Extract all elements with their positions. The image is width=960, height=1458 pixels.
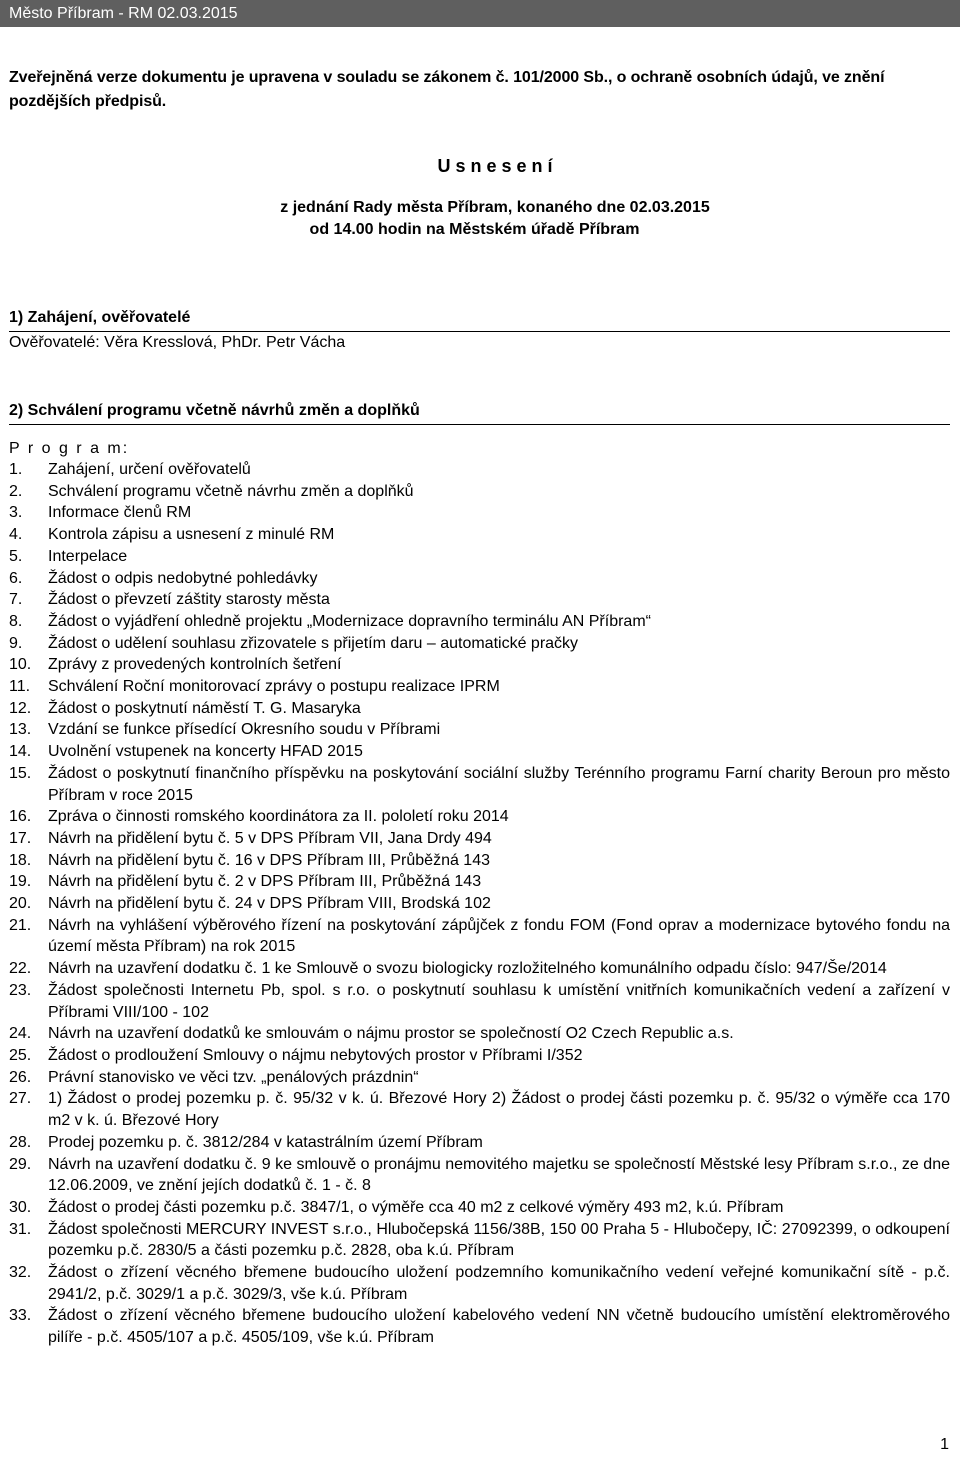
list-item (9, 459, 950, 481)
list-item (9, 481, 950, 503)
item-number: 28. (9, 1133, 32, 1151)
item-text: Návrh na vyhlášení výběrového řízení na poskytování zápůjček z fondu FOM (Fond oprav a modernizace bytového fondu na území města Příbram) na rok 2015 (48, 916, 950, 956)
item-text: Žádost o zřízení věcného břemene budoucího uložení podzemního komunikačního vedení veřejné komunikační sítě - p.č. 2941/2, p.č. 3029/1 a p.č. 3029/3, vše k.ú. Příbram (48, 1264, 950, 1303)
list-item (9, 1154, 950, 1197)
list-item (9, 980, 950, 1023)
item-number: 2. (9, 482, 23, 500)
list-item (9, 763, 950, 806)
item-text: Žádost o převzetí záštity starosty města (48, 591, 330, 609)
list-item (9, 546, 950, 568)
list-item (9, 502, 950, 524)
privacy-notice: Zveřejněná verze dokumentu je upravena v souladu se zákonem č. 101/2000 Sb., o ochraně osobních údajů, ve znění pozdějších předpisů. (9, 69, 885, 110)
list-item (9, 828, 950, 850)
item-number: 9. (9, 634, 23, 652)
item-number: 17. (9, 829, 32, 847)
item-text: Návrh na přidělení bytu č. 24 v DPS Příbram VIII, Brodská 102 (48, 895, 491, 913)
list-item (9, 1262, 950, 1305)
item-text: Interpelace (48, 547, 128, 565)
list-item (9, 1305, 950, 1348)
list-item (9, 1023, 950, 1045)
item-text: Žádost o udělení souhlasu zřizovatele s přijetím daru – automatické pračky (48, 634, 579, 652)
meeting-subtitle-line2: od 14.00 hodin na Městském úřadě Příbram (309, 221, 640, 238)
item-text: Zprávy z provedených kontrolních šetření (48, 656, 342, 674)
item-text: Návrh na přidělení bytu č. 2 v DPS Příbram III, Průběžná 143 (48, 873, 482, 891)
item-text: Vzdání se funkce přísedící Okresního soudu v Příbrami (48, 721, 441, 739)
list-item (9, 589, 950, 611)
item-text: Prodej pozemku p. č. 3812/284 v katastrálním území Příbram (48, 1133, 483, 1151)
item-number: 31. (9, 1220, 32, 1238)
list-item (9, 1045, 950, 1067)
item-number: 16. (9, 808, 32, 826)
list-item (9, 568, 950, 590)
list-item (9, 1067, 950, 1089)
item-number: 33. (9, 1307, 32, 1325)
item-number: 1. (9, 461, 23, 478)
item-number: 30. (9, 1198, 32, 1216)
item-number: 19. (9, 873, 32, 891)
item-number: 6. (9, 569, 23, 587)
section-2 (9, 400, 950, 425)
item-text: Schválení Roční monitorovací zprávy o postupu realizace IPRM (48, 678, 500, 696)
page-number: 1 (940, 1436, 949, 1453)
item-number: 10. (9, 656, 32, 674)
item-text: Návrh na uzavření dodatku č. 9 ke smlouvě o pronájmu nemovitého majetku se společností Městské lesy Příbram s.r.o., ze dne 12.06.2009, ve znění jejích dodatků č. 1 - č. 8 (48, 1155, 950, 1195)
list-item (9, 915, 950, 958)
page-title: U s n e s e n í (437, 156, 553, 176)
list-item (9, 958, 950, 980)
list-item (9, 741, 950, 763)
item-text: Žádost o prodej části pozemku p.č. 3847/1, o výměře cca 40 m2 z celkové výměry 493 m2, k.ú. Příbram (48, 1198, 784, 1216)
item-text: Návrh na přidělení bytu č. 16 v DPS Příbram III, Průběžná 143 (48, 851, 490, 869)
item-text: Zpráva o činnosti romského koordinátora za II. pololetí roku 2014 (48, 808, 509, 826)
item-text: Žádost o vyjádření ohledně projektu „Modernizace dopravního terminálu AN Příbram“ (48, 612, 651, 630)
section-2-heading: 2) Schválení programu včetně návrhů změn a doplňků (9, 402, 420, 419)
list-item (9, 893, 950, 915)
program-label: P r o g r a m: (9, 440, 130, 457)
item-text: 1) Žádost o prodej pozemku p. č. 95/32 v k. ú. Březové Hory 2) Žádost o prodej části pozemku p. č. 95/32 o výměře cca 170 m2 v k. ú. Březové Hory (48, 1090, 950, 1130)
item-number: 5. (9, 547, 23, 565)
item-text: Žádost o zřízení věcného břemene budoucího uložení kabelového vedení NN včetně budoucího umístění elektroměrového pilíře - p.č. 4505/107 a p.č. 4505/109, vše k.ú. Příbram (48, 1307, 950, 1347)
item-number: 8. (9, 612, 23, 630)
item-text: Informace členů RM (48, 504, 192, 522)
item-text: Žádost společnosti Internetu Pb, spol. s r.o. o poskytnutí souhlasu k umístění vnitřních komunikačních vedení a zařízení v Příbrami VIII/100 - 102 (48, 981, 950, 1021)
item-text: Uvolnění vstupenek na koncerty HFAD 2015 (48, 743, 363, 761)
section-2-divider (9, 424, 950, 425)
item-text: Žádost společnosti MERCURY INVEST s.r.o., Hlubočepská 1156/38B, 150 00 Praha 5 - Hlubočepy, IČ: 27092399, o odkoupení pozemku p.č. 2830/5 a části pozemku p.č. 2828, oba k.ú. Příbram (48, 1220, 950, 1260)
item-text: Návrh na uzavření dodatků ke smlouvám o nájmu prostor se společností O2 Czech Republic a.s. (48, 1025, 734, 1043)
section-1 (9, 307, 950, 354)
item-number: 12. (9, 699, 32, 717)
list-item (9, 524, 950, 546)
list-item (9, 1088, 950, 1131)
list-item (9, 1197, 950, 1219)
program-list (9, 459, 950, 1349)
item-number: 29. (9, 1155, 32, 1173)
section-1-heading: 1) Zahájení, ověřovatelé (9, 309, 191, 326)
item-text: Kontrola zápisu a usnesení z minulé RM (48, 526, 335, 544)
item-number: 25. (9, 1046, 32, 1064)
list-item (9, 719, 950, 741)
item-number: 32. (9, 1264, 32, 1282)
item-number: 20. (9, 895, 32, 913)
item-text: Zahájení, určení ověřovatelů (48, 461, 251, 478)
document-header-title: Město Příbram - RM 02.03.2015 (9, 5, 238, 22)
item-number: 26. (9, 1068, 32, 1086)
item-text: Žádost o poskytnutí finančního příspěvku na poskytování sociální služby Terénního programu Farní charity Beroun pro město Příbram v roce 2015 (48, 764, 950, 804)
list-item (9, 1219, 950, 1262)
item-number: 22. (9, 960, 32, 978)
item-text: Žádost o poskytnutí náměstí T. G. Masaryka (48, 699, 361, 717)
item-number: 4. (9, 526, 23, 544)
list-item (9, 850, 950, 872)
list-item (9, 654, 950, 676)
item-number: 23. (9, 981, 32, 999)
item-text: Právní stanovisko ve věci tzv. „penálových prázdnin“ (48, 1068, 419, 1086)
list-item (9, 611, 950, 633)
list-item (9, 871, 950, 893)
item-number: 15. (9, 764, 32, 782)
item-number: 11. (9, 678, 31, 696)
item-number: 21. (9, 916, 32, 934)
item-text: Schválení programu včetně návrhu změn a doplňků (48, 482, 414, 500)
item-number: 18. (9, 851, 32, 869)
verifiers-text: Ověřovatelé: Věra Kresslová, PhDr. Petr Vácha (9, 334, 346, 351)
page-header (0, 0, 960, 27)
item-number: 3. (9, 504, 23, 522)
item-number: 7. (9, 591, 23, 609)
item-text: Žádost o odpis nedobytné pohledávky (48, 569, 318, 587)
item-text: Návrh na uzavření dodatku č. 1 ke Smlouvě o svozu biologicky rozložitelného komunálního odpadu číslo: 947/Še/2014 (48, 960, 887, 978)
item-number: 24. (9, 1025, 32, 1043)
list-item (9, 1132, 950, 1154)
item-text: Žádost o prodloužení Smlouvy o nájmu nebytových prostor v Příbrami I/352 (48, 1046, 583, 1064)
list-item (9, 633, 950, 655)
item-text: Návrh na přidělení bytu č. 5 v DPS Příbram VII, Jana Drdy 494 (48, 829, 492, 847)
list-item (9, 806, 950, 828)
item-number: 27. (9, 1090, 32, 1108)
list-item (9, 698, 950, 720)
list-item (9, 676, 950, 698)
meeting-subtitle-line1: z jednání Rady města Příbram, konaného dne 02.03.2015 (280, 199, 710, 216)
item-number: 14. (9, 743, 32, 761)
item-number: 13. (9, 721, 32, 739)
